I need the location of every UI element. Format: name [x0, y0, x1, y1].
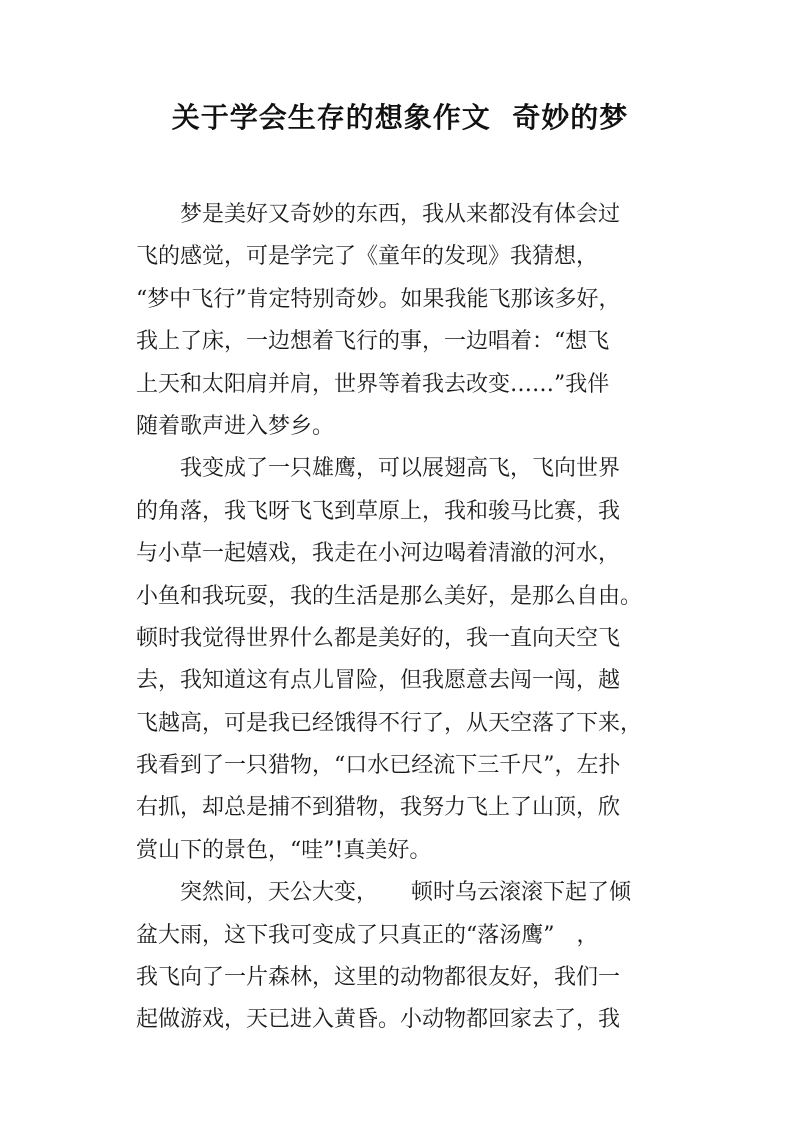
text-line: 右抓，却总是捕不到猎物，我努力飞上了山顶，欣	[136, 795, 621, 821]
text-line: 上天和太阳肩并肩，世界等着我去改变……”我伴	[136, 371, 610, 397]
text-line: “梦中飞行”肯定特别奇妙。如果我能飞那该多好，	[136, 286, 621, 312]
text-line: 我飞向了一片森林，这里的动物都很友好，我们一	[136, 965, 621, 991]
text-line: 去，我知道这有点儿冒险，但我愿意去闯一闯，越	[136, 668, 621, 694]
text-line: 突然间，天公大变， 顿时乌云滚滚下起了倾	[136, 880, 632, 906]
text-line: 我上了床，一边想着飞行的事，一边唱着：“想飞	[136, 329, 610, 355]
document-title: 关于学会生存的想象作文 奇妙的梦	[171, 101, 629, 134]
text-line: 赏山下的景色，“哇”!真美好。	[136, 837, 432, 863]
text-line: 我看到了一只猎物，“口水已经流下三千尺”，左扑	[136, 753, 621, 779]
text-line: 起做游戏，天已进入黄昏。小动物都回家去了，我	[136, 1007, 621, 1033]
text-line: 盆大雨，这下我可变成了只真正的“落汤鹰” ，	[136, 922, 599, 948]
text-line: 我变成了一只雄鹰，可以展翅高飞，飞向世界	[136, 456, 621, 482]
document-body	[136, 194, 696, 1042]
text-line: 小鱼和我玩耍，我的生活是那么美好，是那么自由。	[136, 583, 643, 609]
text-line: 与小草一起嬉戏，我走在小河边喝着清澈的河水，	[136, 541, 621, 567]
text-line: 随着歌声进入梦乡。	[136, 413, 335, 439]
text-line: 飞的感觉，可是学完了《童年的发现》我猜想，	[136, 244, 599, 270]
text-line: 顿时我觉得世界什么都是美好的，我一直向天空飞	[136, 625, 621, 651]
text-line: 飞越高，可是我已经饿得不行了，从天空落了下来，	[136, 710, 643, 736]
text-line: 梦是美好又奇妙的东西，我从来都没有体会过	[136, 202, 621, 227]
text-line: 的角落，我飞呀飞飞到草原上，我和骏马比赛，我	[136, 498, 621, 524]
